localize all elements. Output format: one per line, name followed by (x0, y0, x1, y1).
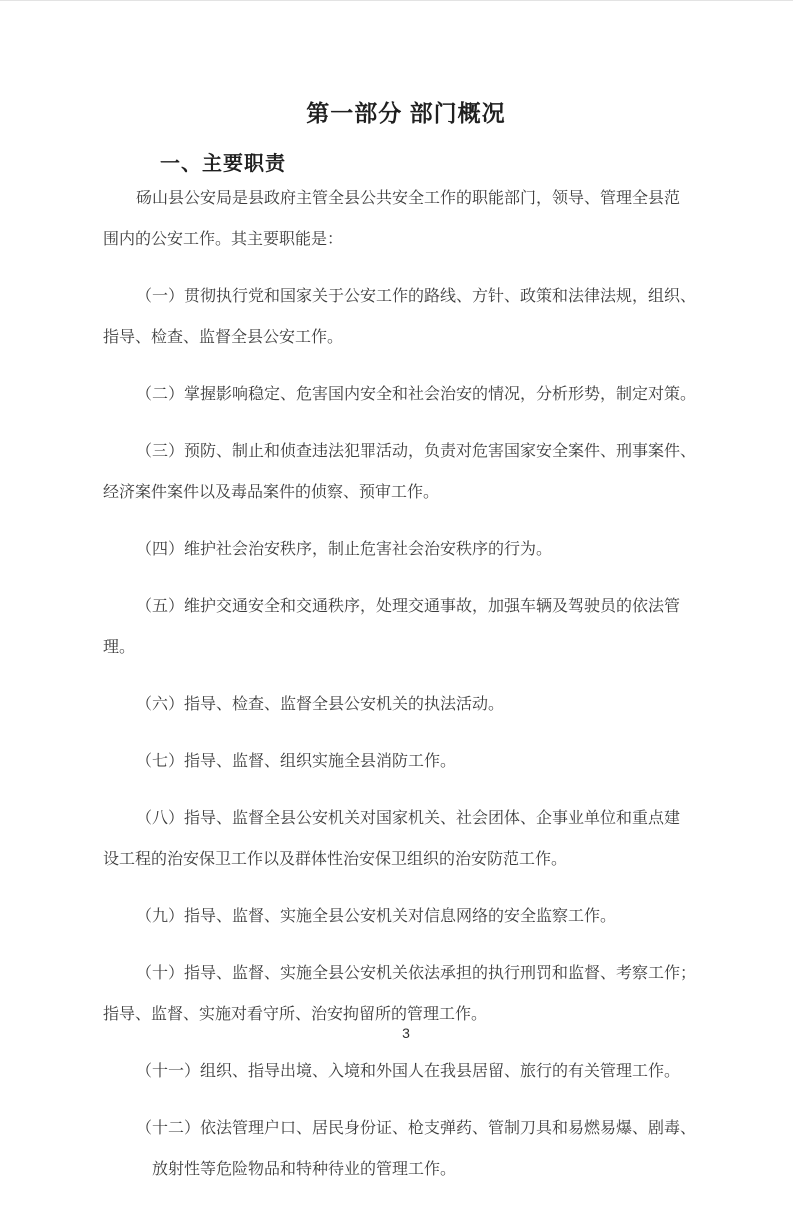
body-line: （十二）依法管理户口、居民身份证、枪支弹药、管制刀具和易燃易爆、剧毒、 (136, 1120, 697, 1137)
body-line: （四）维护社会治安秩序，制止危害社会治安秩序的行为。 (136, 541, 553, 558)
document-body (103, 178, 709, 1206)
body-line: （十）指导、监督、实施全县公安机关依法承担的执行刑罚和监督、考察工作； (136, 965, 697, 982)
page-number: 3 (402, 1025, 410, 1041)
body-line: 放射性等危险物品和特种待业的管理工作。 (152, 1161, 457, 1178)
body-line: 经济案件案件以及毒品案件的侦察、预审工作。 (103, 484, 440, 501)
body-line: （八）指导、监督全县公安机关对国家机关、社会团体、企事业单位和重点建 (136, 810, 681, 827)
body-line: 围内的公安工作。其主要职能是： (103, 231, 344, 248)
section-heading: 一、主要职责 (160, 153, 286, 175)
body-line: 理。 (103, 639, 136, 656)
page-title: 第一部分 部门概况 (306, 100, 506, 126)
body-line: 砀山县公安局是县政府主管全县公共安全工作的职能部门，领导、管理全县范 (136, 190, 681, 207)
body-line: （十一）组织、指导出境、入境和外国人在我县居留、旅行的有关管理工作。 (136, 1063, 681, 1080)
body-line: （七）指导、监督、组织实施全县消防工作。 (136, 753, 457, 770)
body-line: 指导、监督、实施对看守所、治安拘留所的管理工作。 (103, 1006, 488, 1023)
body-line: 设工程的治安保卫工作以及群体性治安保卫组织的治安防范工作。 (103, 851, 568, 868)
body-line: （三）预防、制止和侦查违法犯罪活动，负责对危害国家安全案件、刑事案件、 (136, 443, 697, 460)
body-line: （二）掌握影响稳定、危害国内安全和社会治安的情况，分析形势，制定对策。 (136, 386, 697, 403)
body-line: （六）指导、检查、监督全县公安机关的执法活动。 (136, 696, 505, 713)
body-line: （一）贯彻执行党和国家关于公安工作的路线、方针、政策和法律法规，组织、 (136, 288, 697, 305)
body-line: （五）维护交通安全和交通秩序，处理交通事故，加强车辆及驾驶员的依法管 (136, 598, 681, 615)
body-line: （九）指导、监督、实施全县公安机关对信息网络的安全监察工作。 (136, 908, 617, 925)
body-line: 指导、检查、监督全县公安工作。 (103, 329, 344, 346)
